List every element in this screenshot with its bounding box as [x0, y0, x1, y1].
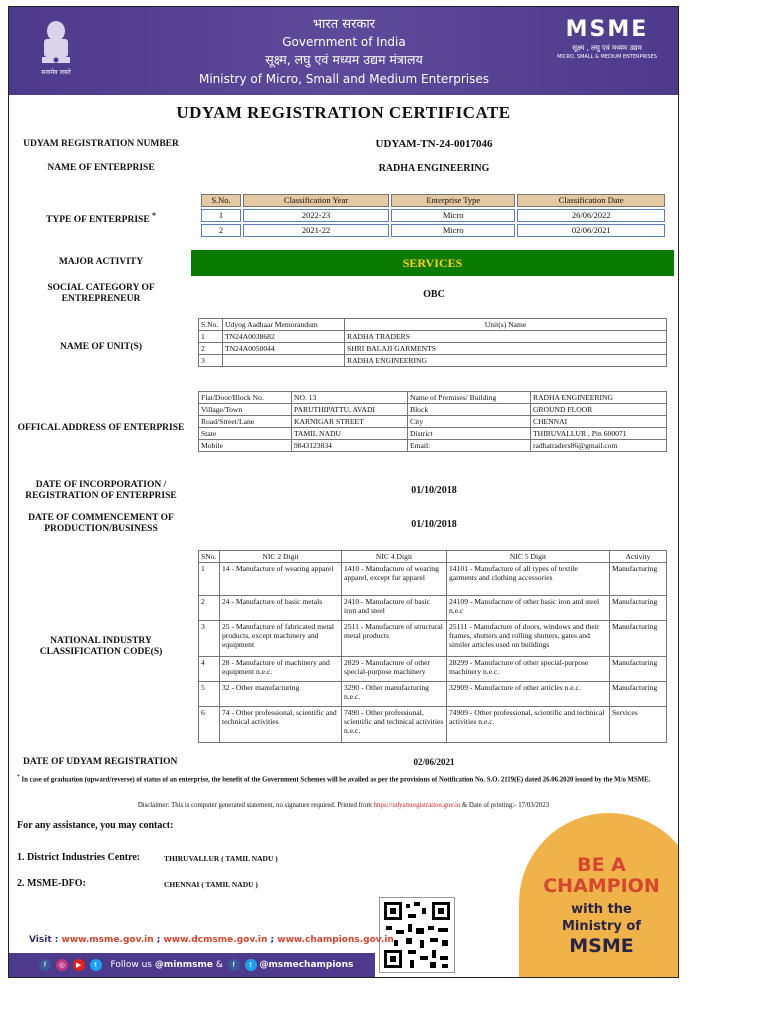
table-cell: 25 - Manufacture of fabricated metal products, except machinery and equipment: [220, 621, 342, 657]
classification-header: Enterprise Type: [391, 194, 515, 207]
twitter-icon[interactable]: t: [245, 959, 257, 971]
promo-line: Ministry of: [561, 919, 642, 934]
udyam-portal-link[interactable]: https://udyamregistration.gov.in: [373, 802, 461, 809]
units-table: [198, 318, 667, 367]
dfo-label: 2. MSME-DFO:: [17, 878, 86, 889]
table-cell: 6: [199, 707, 220, 743]
msme-handle[interactable]: @minmsme: [154, 960, 213, 970]
table-cell: Flat/Door/Block No.: [199, 392, 292, 404]
table-cell: 1: [199, 563, 220, 596]
table-cell: 14 - Manufacture of wearing apparel: [220, 563, 342, 596]
table-cell: 2829 - Manufacture of other special-purpose machinery: [342, 657, 447, 682]
assistance-heading: For any assistance, you may contact:: [17, 820, 174, 831]
msme-logo: [553, 17, 661, 61]
visit-links: [29, 935, 394, 945]
note-mark: *: [17, 774, 20, 780]
classification-header-row: [201, 194, 665, 207]
table-cell: Village/Town: [199, 404, 292, 416]
table-cell: 2511 - Manufacture of structural metal products: [342, 621, 447, 657]
table-row: [199, 621, 667, 657]
table-cell: Manufacturing: [610, 621, 667, 657]
social-icons: [37, 960, 105, 970]
table-row: [199, 428, 667, 440]
promo-line: MSME: [569, 935, 634, 957]
table-cell: District: [408, 428, 531, 440]
address-table: [198, 391, 667, 452]
table-cell: Block: [408, 404, 531, 416]
instagram-icon[interactable]: ◎: [56, 959, 68, 971]
ministry-name: Ministry of Micro, Small and Medium Enterprises: [198, 72, 490, 86]
type-label-mark: *: [152, 211, 156, 220]
table-row: [199, 331, 667, 343]
nic-header: NIC 5 Digit: [447, 551, 610, 563]
follow-label: Follow us: [110, 960, 152, 970]
promo-line: with the: [571, 902, 632, 917]
champions-handle[interactable]: @msmechampions: [259, 960, 354, 970]
major-activity-label: MAJOR ACTIVITY: [58, 257, 144, 267]
table-cell: PARUTHIPATTU, AVADI: [292, 404, 408, 416]
visit-separator: ;: [156, 935, 161, 945]
table-row: [199, 657, 667, 682]
nic-header: NIC 2 Digit: [220, 551, 342, 563]
table-cell: State: [199, 428, 292, 440]
table-cell: Manufacturing: [610, 563, 667, 596]
classification-header: S.No.: [201, 194, 241, 207]
msme-logo-text: MSME: [565, 17, 649, 42]
dfo-value: CHENNAI ( TAMIL NADU ): [164, 880, 258, 889]
table-cell: Name of Premises/ Building: [408, 392, 531, 404]
classification-header: Classification Date: [517, 194, 665, 207]
table-cell: 32909 - Manufacture of other articles n.e.c.: [447, 682, 610, 707]
promo-line: BE A: [577, 854, 626, 876]
msme-logo-hindi: सूक्ष्म , लघु एवं मध्यम उद्यम: [572, 44, 642, 52]
table-row: [199, 404, 667, 416]
table-cell: SHRI BALAJI GARMENTS: [345, 343, 667, 355]
table-cell: NO. 13: [292, 392, 408, 404]
nic-header-row: [199, 551, 667, 563]
table-cell: KARNIGAR STREET: [292, 416, 408, 428]
table-cell: 1: [199, 331, 223, 343]
twitter-icon[interactable]: t: [90, 959, 102, 971]
udyam-date-value: 02/06/2021: [413, 757, 455, 767]
hindi-ministry: सूक्ष्म, लघु एवं मध्यम उद्यम मंत्रालय: [265, 52, 423, 67]
government-of-india: Government of India: [282, 35, 406, 49]
table-cell: 7490 - Other professional, scientific and technical activities n.e.c.: [342, 707, 447, 743]
table-cell: 2021-22: [243, 224, 389, 237]
table-cell: 02/06/2021: [517, 224, 665, 237]
table-cell: RADHA ENGINEERING: [531, 392, 667, 404]
udyam-date-label: DATE OF UDYAM REGISTRATION: [23, 757, 178, 767]
address-label: OFFICAL ADDRESS OF ENTERPRISE: [17, 423, 185, 433]
table-row: [201, 224, 665, 237]
promo-headline: [519, 855, 679, 897]
table-cell: RADHA TRADERS: [345, 331, 667, 343]
table-cell: 25111 - Manufacture of doors, windows and their frames, shutters and rolling shutters, gates and similer articles used on buildings: [447, 621, 610, 657]
nic-table: [198, 550, 667, 743]
header-text: [159, 15, 529, 88]
table-row: [199, 707, 667, 743]
enterprise-name-label: NAME OF ENTERPRISE: [47, 163, 155, 173]
national-emblem-icon: [35, 17, 77, 85]
table-row: [199, 355, 667, 367]
table-row: [199, 682, 667, 707]
social-footer: [9, 953, 375, 977]
visit-separator: ;: [270, 935, 275, 945]
table-row: [199, 596, 667, 621]
table-cell: Manufacturing: [610, 657, 667, 682]
table-cell: 9843123834: [292, 440, 408, 452]
champion-promo: [519, 813, 679, 978]
table-cell: 14101 - Manufacture of all types of textile garments and clothing accessories: [447, 563, 610, 596]
promo-line: CHAMPION: [543, 875, 660, 897]
major-activity-value: SERVICES: [191, 250, 674, 276]
hindi-government: भारत सरकार: [312, 17, 376, 32]
table-cell: 2: [201, 224, 241, 237]
table-cell: THIRUVALLUR , Pin 600071: [531, 428, 667, 440]
table-cell: 3: [199, 355, 223, 367]
table-cell: Manufacturing: [610, 682, 667, 707]
follow-amp: &: [215, 960, 223, 970]
youtube-icon[interactable]: ▶: [73, 959, 85, 971]
table-cell: 74909 - Other professional, scientific and technical activities n.e.c.: [447, 707, 610, 743]
table-row: [199, 343, 667, 355]
table-cell: radhatraders86@gmail.com: [531, 440, 667, 452]
table-cell: 28 - Manufacture of machinery and equipment n.e.c.: [220, 657, 342, 682]
table-cell: 2: [199, 343, 223, 355]
table-cell: 4: [199, 657, 220, 682]
table-cell: 1: [201, 209, 241, 222]
table-row: [199, 440, 667, 452]
table-cell: Email:: [408, 440, 531, 452]
table-cell: [223, 355, 345, 367]
table-row: [199, 392, 667, 404]
header-banner: [9, 7, 678, 95]
table-cell: Micro: [391, 224, 515, 237]
msme-website-link[interactable]: www.msme.gov.in: [61, 935, 154, 945]
promo-sub: [519, 901, 679, 935]
reg-number-value: UDYAM-TN-24-0017046: [375, 138, 493, 150]
incorporation-date: 01/10/2018: [411, 485, 457, 496]
units-label: NAME OF UNIT(S): [60, 342, 142, 352]
units-header: S.No.: [199, 319, 223, 331]
msme-logo-sub: MICRO, SMALL & MEDIUM ENTERPRISES: [557, 54, 657, 60]
visit-prefix: Visit :: [29, 935, 59, 945]
table-cell: City: [408, 416, 531, 428]
nic-header: Activity: [610, 551, 667, 563]
type-label-text: TYPE OF ENTERPRISE: [46, 215, 150, 226]
table-cell: 24 - Manufacture of basic metals: [220, 596, 342, 621]
disclaimer: [9, 802, 678, 809]
table-cell: 74 - Other professional, scientific and technical activities: [220, 707, 342, 743]
table-cell: Services: [610, 707, 667, 743]
units-header: Unit(s) Name: [345, 319, 667, 331]
graduation-note: [17, 773, 669, 784]
commencement-date: 01/10/2018: [411, 519, 457, 530]
units-header-row: [199, 319, 667, 331]
champions-website-link[interactable]: www.champions.gov.in: [277, 935, 394, 945]
reg-number-label: UDYAM REGISTRATION NUMBER: [23, 139, 179, 149]
table-row: [201, 209, 665, 222]
table-row: [199, 563, 667, 596]
certificate: [8, 6, 679, 978]
social-category-value: OBC: [423, 289, 445, 300]
table-cell: Road/Street/Lane: [199, 416, 292, 428]
table-cell: 2: [199, 596, 220, 621]
table-cell: Manufacturing: [610, 596, 667, 621]
table-cell: CHENNAI: [531, 416, 667, 428]
facebook-icon[interactable]: f: [228, 959, 240, 971]
table-cell: TN24A0038682: [223, 331, 345, 343]
nic-label: NATIONAL INDUSTRY CLASSIFICATION CODE(S): [39, 636, 163, 657]
type-label: [13, 210, 189, 226]
dcmsme-website-link[interactable]: www.dcmsme.gov.in: [163, 935, 268, 945]
table-cell: 1410 - Manufacture of wearing apparel, except fur apparel: [342, 563, 447, 596]
commencement-label: DATE OF COMMENCEMENT OF PRODUCTION/BUSINESS: [28, 513, 174, 534]
table-cell: 3: [199, 621, 220, 657]
disclaimer-prefix: Disclaimer: This is computer generated statement, no signature required. Printed from: [137, 802, 372, 809]
emblem-motto: सत्यमेव जयते: [41, 69, 71, 76]
table-cell: 3290 - Other manufacturing n.e.c.: [342, 682, 447, 707]
table-cell: 5: [199, 682, 220, 707]
note-text: In case of graduation (upward/reverse) of status of an enterprise, the benefit of the Government Schemes will be availed as per the provisions of Notification No. S.O. 2119(E) dated 26.06.2020 issued by the M/o MSME.: [21, 776, 651, 784]
disclaimer-suffix: & Date of printing:- 17/03/2023: [461, 802, 550, 809]
classification-table: [199, 192, 667, 239]
table-cell: Mobile: [199, 440, 292, 452]
table-cell: TAMIL NADU: [292, 428, 408, 440]
table-cell: GROUND FLOOR: [531, 404, 667, 416]
classification-header: Classification Year: [243, 194, 389, 207]
certificate-title: UDYAM REGISTRATION CERTIFICATE: [176, 103, 511, 122]
nic-header: NIC 4 Digit: [342, 551, 447, 563]
social-category-label: SOCIAL CATEGORY OF ENTREPRENEUR: [47, 283, 155, 304]
table-cell: 24109 - Manufacture of other basic iron and steel n.e.c: [447, 596, 610, 621]
table-row: [199, 416, 667, 428]
incorporation-label: DATE OF INCORPORATION / REGISTRATION OF ENTERPRISE: [25, 480, 177, 501]
dic-value: THIRUVALLUR ( TAMIL NADU ): [164, 854, 278, 863]
enterprise-name-value: RADHA ENGINEERING: [378, 163, 490, 174]
nic-header: SNo.: [199, 551, 220, 563]
table-cell: Micro: [391, 209, 515, 222]
table-cell: 26/06/2022: [517, 209, 665, 222]
dic-label: 1. District Industries Centre:: [17, 852, 141, 863]
units-header: Udyog Aadhaar Memorandum: [223, 319, 345, 331]
table-cell: RADHA ENGINEERING: [345, 355, 667, 367]
facebook-icon[interactable]: f: [39, 959, 51, 971]
table-cell: 2410 - Manufacture of basic iron and steel: [342, 596, 447, 621]
table-cell: 2022-23: [243, 209, 389, 222]
table-cell: 28299 - Manufacture of other special-purpose machinery n.e.c.: [447, 657, 610, 682]
table-cell: TN24A0050044: [223, 343, 345, 355]
table-cell: 32 - Other manufacturing: [220, 682, 342, 707]
